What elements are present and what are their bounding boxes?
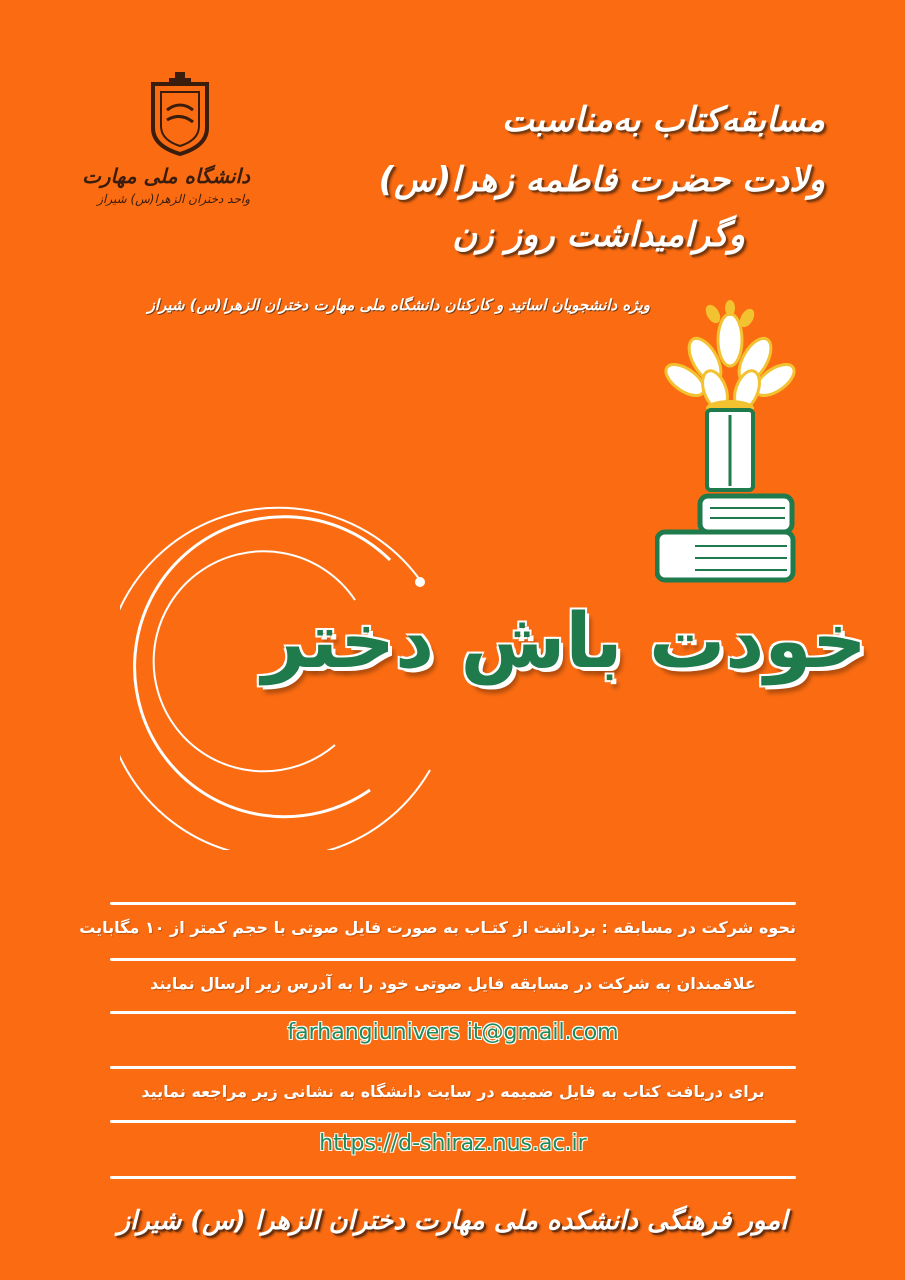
slogan: خودت باش دختر [262,596,867,685]
plant-books-illustration [655,300,805,590]
divider [110,902,796,905]
divider [110,958,796,961]
divider [110,1066,796,1069]
emblem-icon [145,70,215,156]
university-logo [82,70,250,206]
participation-text: نحوه شرکت در مسابقه : برداشت از کتـاب به صورت فایل صوتی با حجم کمتر از ۱۰ مگابایت [79,918,796,937]
title-line-3: وگرامیداشت روز زن [452,215,745,255]
footer-text: امور فرهنگی دانشکده ملی مهارت دختران الزهرا (س) شیراز [117,1206,788,1236]
subtitle: ویژه دانشجویان اساتید و کارکنان دانشگاه ملی مهارت دختران الزهرا(س) شیراز [147,296,650,314]
logo-name: دانشگاه ملی مهارت [82,164,250,188]
download-instruction-text: برای دریافت کتاب به فایل ضمیمه در سایت دانشگاه به نشانی زیر مراجعه نمایید [141,1082,765,1101]
title-line-1: مسابقه‌کتاب به‌مناسبت [501,100,825,140]
divider [110,1011,796,1014]
website-link[interactable]: https://d-shiraz.nus.ac.ir [319,1131,587,1156]
logo-unit: واحد دختران الزهرا(س) شیراز [97,192,250,206]
divider [110,1176,796,1179]
email-link[interactable]: farhangiunivers it@gmail.com [287,1020,619,1045]
divider [110,1120,796,1123]
send-instruction-text: علاقمندان به شرکت در مسابقه فایل صوتی خود را به آدرس زیر ارسال نمایند [150,974,756,993]
title-line-2: ولادت حضرت فاطمه زهرا(س) [378,160,825,200]
